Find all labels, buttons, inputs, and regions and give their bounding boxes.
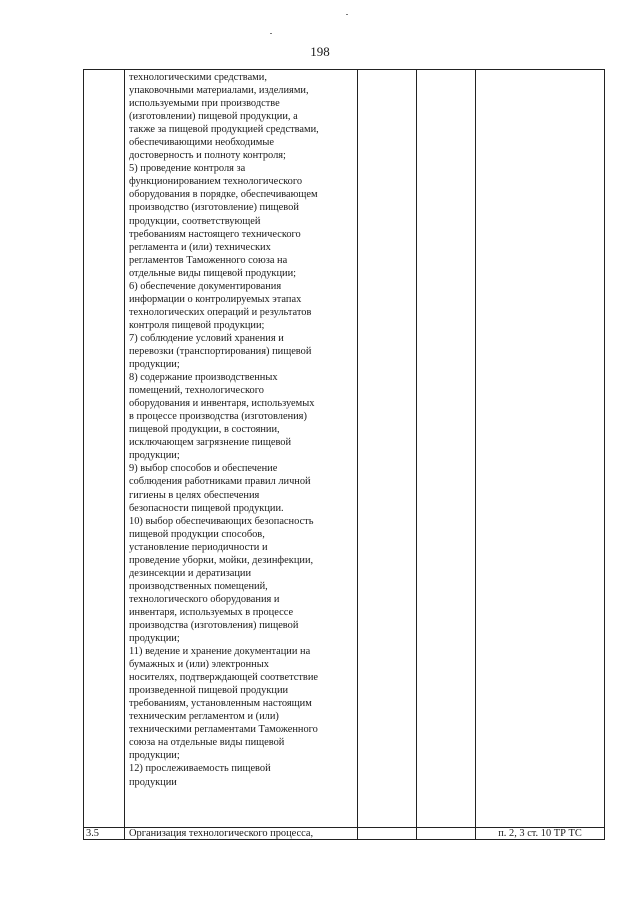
empty-cell: [358, 70, 417, 828]
table-row: [84, 70, 605, 828]
reference-cell: [476, 70, 605, 828]
requirement-cell: [125, 828, 358, 840]
page-number: 198: [310, 44, 330, 59]
requirement-cell: [125, 70, 358, 828]
scan-speck: [270, 33, 272, 34]
reference-text: п. 2, 3 ст. 10 ТР ТС: [498, 828, 582, 839]
item-number-cell: [84, 70, 125, 828]
empty-cell: [417, 828, 476, 840]
requirement-text: Организация технологического процесса,: [129, 828, 314, 839]
table-row: [84, 828, 605, 840]
reference-cell: [476, 828, 605, 840]
scan-speck: [346, 14, 348, 15]
requirements-table: [83, 69, 605, 840]
empty-cell: [358, 828, 417, 840]
empty-cell: [417, 70, 476, 828]
item-number-cell: [84, 828, 125, 840]
item-number: 3.5: [86, 828, 99, 839]
requirement-text: технологическими средствами, упаковочными материалами, изделиями, используемыми при производстве (изготовлении) пищевой продукции, а также за пищевой продукцией средствами, обеспечивающими необходимые достоверность и полноту контроля; 5) проведение контроля за функционированием технологического оборудования в порядке, обеспечивающем производство (изготовление) пищевой продукции, соответствующей требованиям настоящего технического регламента и (или) технических регламентов Таможенного союза на отдельные виды пищевой продукции; 6) обеспечение документирования информации о контролируемых этапах технологических операций и результатов контроля пищевой продукции; 7) соблюдение условий хранения и перевозки (транспортирования) пищевой продукции; 8) содержание производственных помещений, технологического оборудования и инвентаря, используемых в процессе производства (изготовления) пищевой продукции, в состоянии, исключающем загрязнение пищевой продукции; 9) выбор способов и обеспечение соблюдения работниками правил личной гигиены в целях обеспечения безопасности пищевой продукции. 10) выбор обеспечивающих безопасность пищевой продукции способов, установление периодичности и проведение уборки, мойки, дезинфекции, дезинсекции и дератизации производственных помещений, технологического оборудования и инвентаря, используемых в процессе производства (изготовления) пищевой продукции; 11) ведение и хранение документации на бумажных и (или) электронных носителях, подтверждающей соответствие произведенной пищевой продукции требованиям, установленным настоящим техническим регламентом и (или) техническими регламентами Таможенного союза на отдельные виды пищевой продукции; 12) прослеживаемость пищевой продукции: [129, 72, 319, 788]
